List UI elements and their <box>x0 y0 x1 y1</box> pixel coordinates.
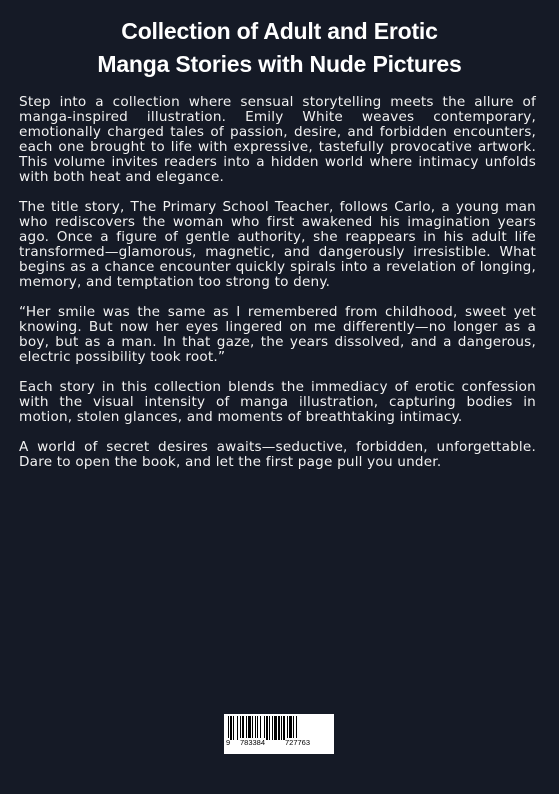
blurb-paragraph-5: A world of secret desires awaits—seductive, forbidden, unforgettable. Dare to open the book, and let the first page pull you under. <box>19 439 536 470</box>
title-line-2: Manga Stories with Nude Pictures <box>97 51 462 77</box>
blurb-paragraph-2: The title story, The Primary School Teacher, follows Carlo, a young man who rediscovers the woman who first awakened his imagination years ago. Once a figure of gentle authority, she reappears in his adult life transformed—glamorous, magnetic, and dangerously irresistible. What begins as a chance encounter quickly spirals into a revelation of longing, memory, and temptation too strong to deny. <box>19 199 536 290</box>
blurb-paragraph-4: Each story in this collection blends the immediacy of erotic confession with the visual intensity of manga illustration, capturing bodies in motion, stolen glances, and moments of breathtaking intimacy. <box>19 379 536 425</box>
blurb-paragraph-1: Step into a collection where sensual storytelling meets the allure of manga-inspired illustration. Emily White weaves contemporary, emotionally charged tales of passion, desire, and forbidden encounters, each one brought to life with expressive, tastefully provocative artwork. This volume invites readers into a hidden world where intimacy unfolds with both heat and elegance. <box>19 94 536 185</box>
barcode-group-right: 727763 <box>285 738 311 747</box>
blurb-quote: “Her smile was the same as I remembered from childhood, sweet yet knowing. But now her eyes lingered on me differently—no longer as a boy, but as a man. In that gaze, the years dissolved, and a dangerous, electric possibility took root.” <box>19 304 536 365</box>
barcode-digits <box>224 738 334 752</box>
barcode-group-left: 783384 <box>240 738 266 747</box>
title-line-1: Collection of Adult and Erotic <box>121 18 438 44</box>
barcode-digit-first: 9 <box>226 738 231 747</box>
isbn-barcode <box>224 714 334 754</box>
blurb <box>19 95 536 485</box>
book-title <box>0 15 559 81</box>
